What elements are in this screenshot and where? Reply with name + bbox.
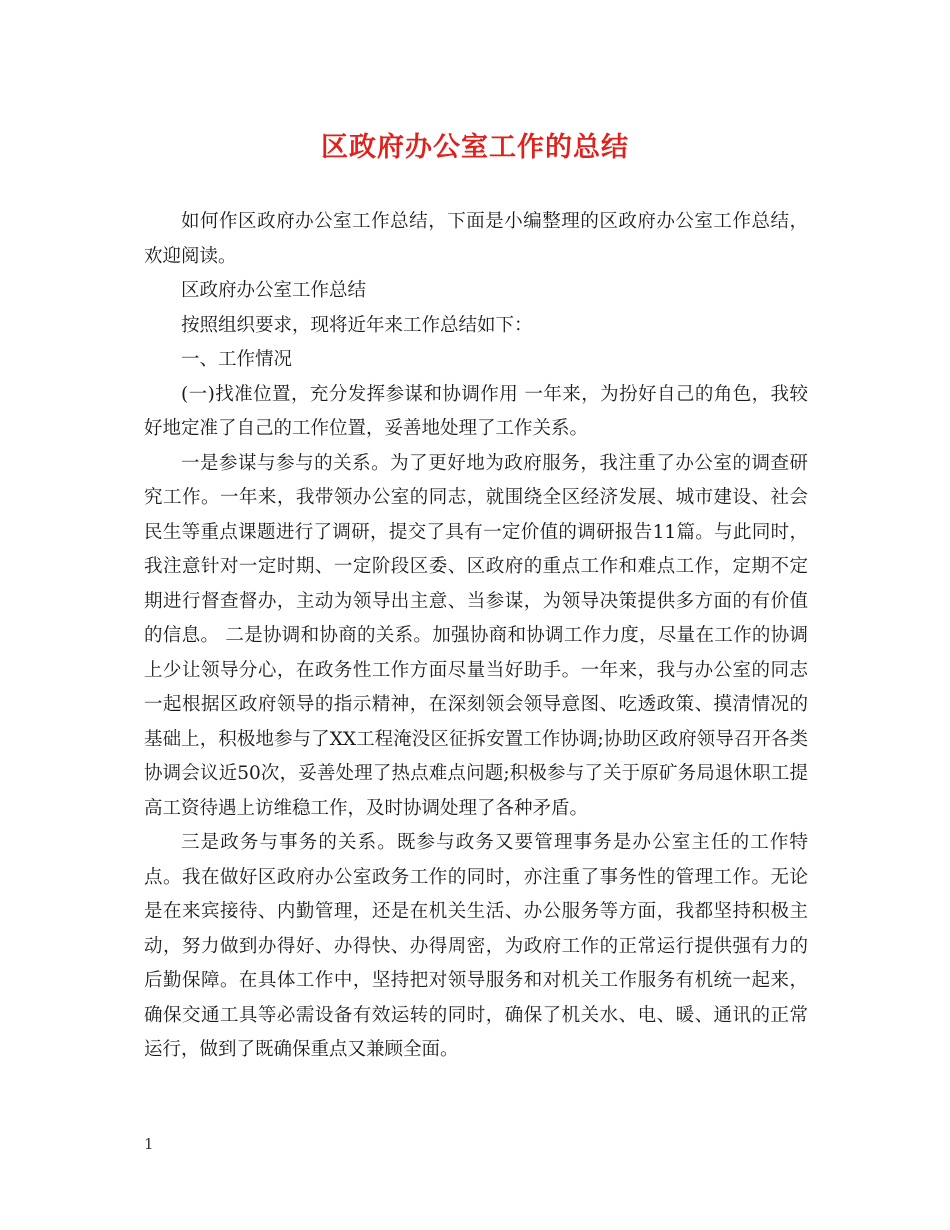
paragraph-subtitle: 区政府办公室工作总结 xyxy=(181,280,367,301)
page-number: 1 xyxy=(144,1135,154,1153)
paragraph-positioning: (一)找准位置，充分发挥参谋和协调作用 一年来，为扮好自己的角色，我较好地定准了自己的工作位置，妥善地处理了工作关系。 xyxy=(144,383,808,439)
paragraph-affairs-management: 三是政务与事务的关系。既参与政务又要管理事务是办公室主任的工作特点。我在做好区政府办公室政务工作的同时，亦注重了事务性的管理工作。无论是在来宾接待、内勤管理，还是在机关生活、办公服务等方面，我都坚持积极主动，努力做到办得好、办得快、办得周密，为政府工作的正常运行提供强有力的后勤保障。在具体工作中，坚持把对领导服务和对机关工作服务有机统一起来，确保交通工具等必需设备有效运转的同时，确保了机关水、电、暖、通讯的正常运行，做到了既确保重点又兼顾全面。 xyxy=(144,832,808,1060)
paragraph-opening: 按照组织要求，现将近年来工作总结如下： xyxy=(181,314,533,336)
paragraph-intro: 如何作区政府办公室工作总结，下面是小编整理的区政府办公室工作总结，欢迎阅读。 xyxy=(144,211,808,267)
document-title: 区政府办公室工作的总结 xyxy=(321,132,629,163)
paragraph-advisory-coordination: 一是参谋与参与的关系。为了更好地为政府服务，我注重了办公室的调查研究工作。一年来，我带领办公室的同志，就围绕全区经济发展、城市建设、社会民生等重点课题进行了调研，提交了具有一定价值的调研报告11篇。与此同时，我注意针对一定时期、一定阶段区委、区政府的重点工作和难点工作，定期不定期进行督查督办，主动为领导出主意、当参谋，为领导决策提供多方面的有价值的信息。 二是协调和协商的关系。加强协商和协调工作力度，尽量在工作的协调上少让领导分心，在政务性工作方面尽量当好助手。一年来，我与办公室的同志一起根据区政府领导的指示精神，在深刻领会领导意图、吃透政策、摸清情况的基础上，积极地参与了XX工程淹没区征拆安置工作协调;协助区政府领导召开各类协调会议近50次，妥善处理了热点难点问题;积极参与了关于原矿务局退休职工提高工资待遇上访维稳工作，及时协调处理了各种矛盾。 xyxy=(144,452,808,819)
section-heading-work-status: 一、工作情况 xyxy=(181,349,293,370)
document-body xyxy=(144,205,808,1068)
